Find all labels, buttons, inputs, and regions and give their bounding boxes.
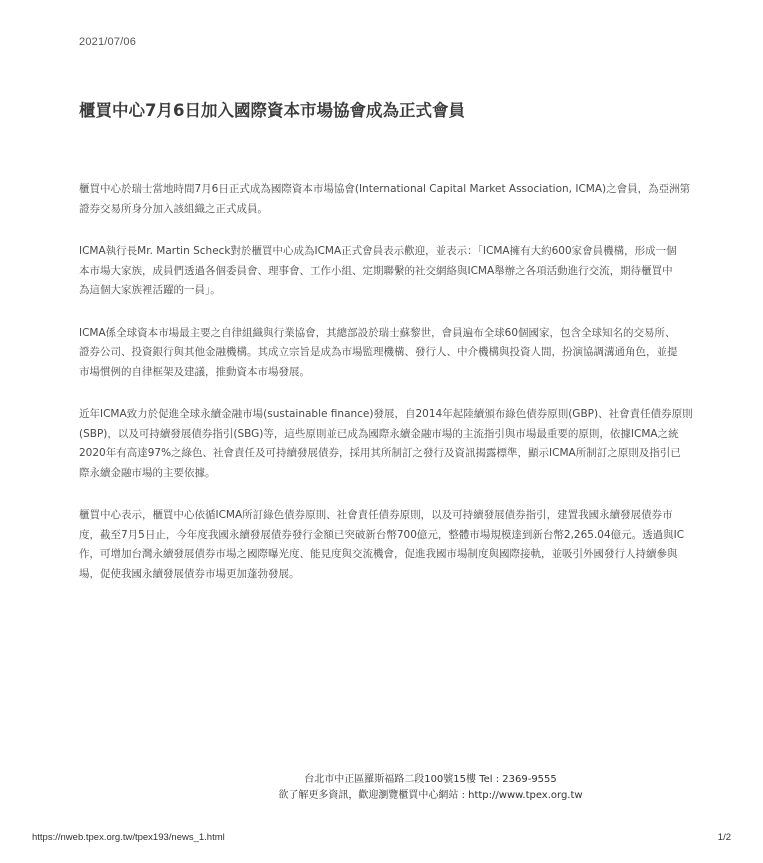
contact-footer <box>0 772 763 804</box>
paragraph-line: 作，可增加台灣永續發展債券市場之國際曝光度、能見度與交流機會，促進我國市場制度與國際接軌，並吸引外國發行人持續參與 <box>79 548 678 560</box>
paragraph-line: 際永續金融市場的主要依據。 <box>79 466 216 479</box>
paragraph-line: 證券公司、投資銀行與其他金融機構。其成立宗旨是成為市場監理機構、發行人、中介機構與投資人間，扮演協調溝通角色，並提 <box>79 346 678 358</box>
paragraph-line: 櫃買中心於瑞士當地時間7月6日正式成為國際資本市場協會(International Capital Market Association, ICMA)之會員，為亞洲第 <box>79 183 691 195</box>
paragraph-line: ICMA係全球資本市場最主要之自律組織與行業協會，其總部設於瑞士蘇黎世，會員遍布全球60個國家，包含全球知名的交易所、 <box>79 326 676 339</box>
paragraph-line: 櫃買中心表示，櫃買中心依循ICMA所訂綠色債券原則、社會責任債券原則，以及可持續發展債券指引，建置我國永續發展債券市 <box>79 509 673 521</box>
print-url: https://nweb.tpex.org.tw/tpex193/news_1.html <box>32 832 225 843</box>
paragraph <box>79 324 726 383</box>
paragraph-line: 度，截至7月5日止，今年度我國永續發展債券發行金額已突破新台幣700億元，整體市場規模達到新台幣2,265.04億元。透過與IC <box>79 528 685 541</box>
paragraph-line: 2020年有高達97%之綠色、社會責任及可持續發展債券，採用其所制訂之發行及資訊揭露標準，顯示ICMA所制訂之原則及指引已 <box>79 447 681 459</box>
page-number: 1/2 <box>717 832 731 843</box>
paragraph-line: ICMA執行長Mr. Martin Scheck對於櫃買中心成為ICMA正式會員表示歡迎，並表示：「ICMA擁有大約600家會員機構，形成一個 <box>79 245 677 257</box>
paragraph-line: 本市場大家族，成員們透過各個委員會、理事會、工作小組、定期聯繫的社交網絡與ICMA舉辦之各項活動進行交流，期待櫃買中 <box>79 264 673 277</box>
article-title: 櫃買中心7月6日加入國際資本市場協會成為正式會員 <box>79 101 465 120</box>
paragraph-line: (SBP)，以及可持續發展債券指引(SBG)等，這些原則並已成為國際永續金融市場的主流指引與市場最重要的原則，依據ICMA之統 <box>79 427 679 440</box>
article-body <box>79 180 726 607</box>
footer-address: 台北市中正區羅斯福路二段100號15樓 Tel : 2369-9555 <box>304 774 557 785</box>
publish-date: 2021/07/06 <box>79 36 137 48</box>
paragraph-line: 為這個大家族裡活躍的一員」。 <box>79 284 221 296</box>
paragraph <box>79 180 726 219</box>
paragraph-line: 證券交易所身分加入該組織之正式成員。 <box>79 202 268 215</box>
paragraph-line: 近年ICMA致力於促進全球永續金融市場(sustainable finance)發展，自2014年起陸續頒布綠色債券原則(GBP)、社會責任債券原則 <box>79 408 693 420</box>
paragraph <box>79 506 726 584</box>
paragraph <box>79 405 726 483</box>
paragraph <box>79 242 726 301</box>
paragraph-line: 市場慣例的自律框架及建議，推動資本市場發展。 <box>79 365 310 378</box>
paragraph-line: 場，促使我國永續發展債券市場更加蓬勃發展。 <box>79 567 300 580</box>
footer-website-note[interactable]: 欲了解更多資訊，歡迎瀏覽櫃買中心網站 : http://www.tpex.org.tw <box>278 790 583 801</box>
